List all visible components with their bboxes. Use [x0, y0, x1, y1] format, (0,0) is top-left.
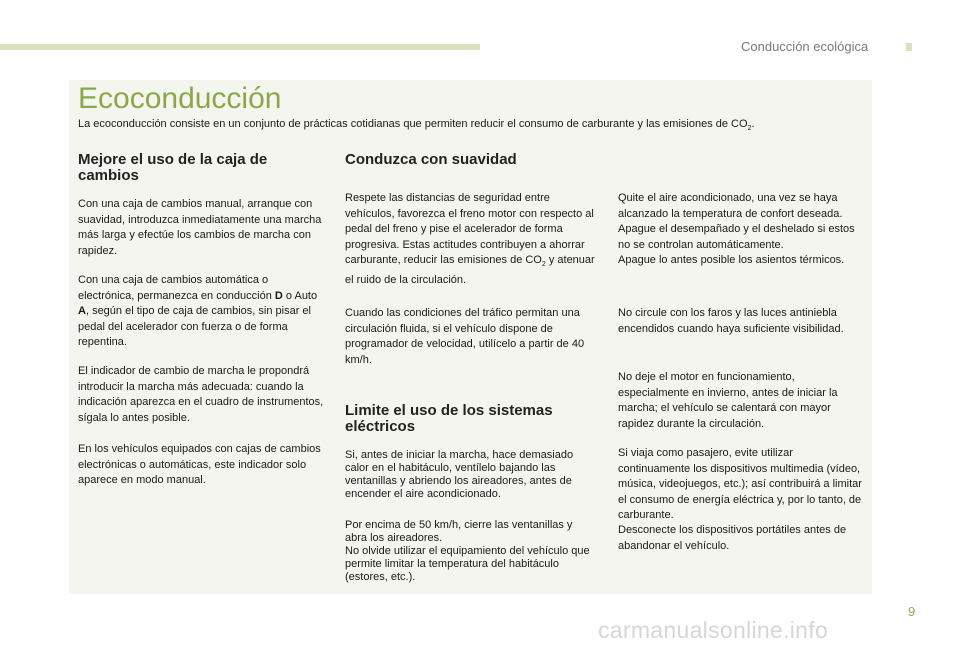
page-number: 9: [908, 604, 916, 619]
heading-gearbox: [78, 152, 318, 184]
portable-devices-paragraph: Desconecte los dispositivos portátiles antes de abandonar el vehículo.: [618, 524, 847, 552]
section-title: Conducción ecológica: [741, 39, 869, 54]
air-conditioning-paragraph: Quite el aire acondicionado, una vez se haya alcanzado la temperatura de confort deseada.: [618, 192, 843, 220]
smooth-driving-text-b: y atenuar el ruido de la circulación.: [345, 254, 595, 286]
heading-electrical-line1: Limite el uso de los sistemas: [345, 402, 553, 419]
ventilation-paragraph: Si, antes de iniciar la marcha, hace demasiado calor en el habitáculo, ventílelo bajando las ventanillas y abriendo los aireadores, antes de encender el aire acondicionado.: [345, 449, 574, 500]
blinds-paragraph: No olvide utilizar el equipamiento del vehículo que permite limitar la temperatura del habitáculo (estores, etc.).: [345, 545, 590, 583]
windows-paragraph: Por encima de 50 km/h, cierre las ventanillas y abra los aireadores.: [345, 519, 573, 544]
gear-indicator-note: En los vehículos equipados con cajas de cambios electrónicas o automáticas, este indicador solo aparece en modo manual.: [78, 443, 321, 486]
intro-subscript: 2: [747, 125, 752, 133]
gearbox-automatic-paragraph: [78, 273, 326, 351]
gearbox-auto-text-e: , según el tipo de caja de cambios, sin pisar el pedal del acelerador con fuerza o de forma repentina.: [78, 305, 311, 348]
intro-text: [78, 117, 868, 136]
heading-smooth-driving: Conduzca con suavidad: [345, 151, 517, 168]
smooth-driving-subscript: 2: [541, 261, 546, 269]
gearbox-manual-paragraph: Con una caja de cambios manual, arranque con suavidad, introduzca inmediatamente una marcha más larga y efectúe los cambios de marcha con rapidez.: [78, 198, 322, 257]
smooth-driving-paragraph: [345, 191, 595, 288]
heading-electrical-systems: [345, 403, 595, 435]
gearbox-auto-text-a: Con una caja de cambios automática o electrónica, permanezca en conducción: [78, 274, 275, 302]
section-marker: [906, 43, 912, 51]
multimedia-paragraph: Si viaja como pasajero, evite utilizar continuamente los dispositivos multimedia (vídeo, música, videojuegos, etc.); así contribuirá a limitar el consumo de energía eléctrica y, por lo tanto, de carburante.: [618, 447, 862, 521]
heading-gearbox-line2: cambios: [78, 167, 139, 184]
gear-indicator-paragraph: El indicador de cambio de marcha le propondrá introducir la marcha más adecuada: cuando la indicación aparezca en el cuadro de instrumentos, sígala lo antes posible.: [78, 365, 324, 424]
demist-paragraph: Apague el desempañado y el deshelado si estos no se controlan automáticamente.: [618, 223, 855, 251]
header-accent-bar: [0, 44, 480, 50]
intro-end: .: [751, 118, 755, 130]
watermark: carmanualsonline.info: [598, 617, 829, 643]
gearbox-auto-text-c: o Auto: [282, 289, 318, 302]
cruise-control-paragraph: Cuando las condiciones del tráfico permitan una circulación fluida, si el vehículo dispone de programador de velocidad, utilícelo a partir de 40 km/h.: [345, 307, 585, 366]
gearbox-mode-d: D: [274, 289, 283, 302]
intro-body: La ecoconducción consiste en un conjunto de prácticas cotidianas que permiten reducir el consumo de carburante y las emisiones de CO: [78, 118, 748, 130]
smooth-driving-text-a: Respete las distancias de seguridad entre vehículos, favorezca el freno motor con respecto al pedal del freno y pise el acelerador de forma progresiva. Estas actitudes contribuyen a ahorrar carburante, reducir las emisiones de CO: [345, 192, 594, 266]
heading-electrical-line2: eléctricos: [345, 418, 416, 435]
engine-idle-paragraph: No deje el motor en funcionamiento, especialmente en invierno, antes de iniciar la marcha; el vehículo se calentará con mayor rapidez durante la circulación.: [618, 371, 838, 430]
heading-gearbox-line1: Mejore el uso de la caja de: [78, 151, 268, 168]
heated-seats-paragraph: Apague lo antes posible los asientos térmicos.: [618, 254, 845, 266]
lights-paragraph: No circule con los faros y las luces antiniebla encendidos cuando haya suficiente visibilidad.: [618, 307, 844, 335]
gearbox-mode-a: A: [78, 305, 86, 317]
page-title: Ecoconducción: [78, 82, 282, 115]
